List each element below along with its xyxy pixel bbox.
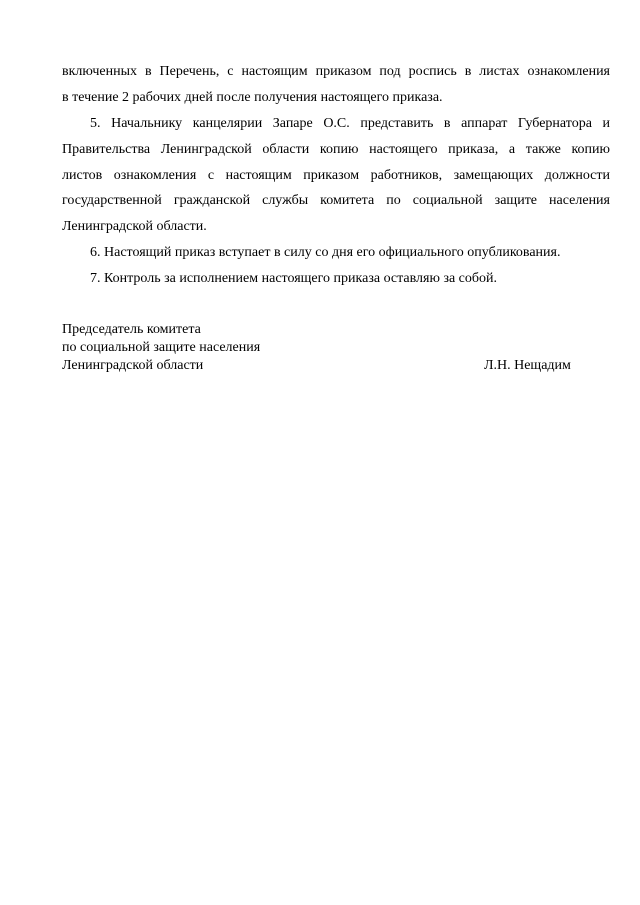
item-7-text: 7. Контроль за исполнением настоящего приказа оставляю за собой. xyxy=(90,271,498,286)
signatory-name: Л.Н. Нещадим xyxy=(484,358,571,373)
signature-title-line: по социальной защите населения xyxy=(62,340,261,355)
item-6-text: 6. Настоящий приказ вступает в силу со дня его официального опубликования. xyxy=(90,245,561,260)
paragraph-line: включенных в Перечень, с настоящим приказом под роспись в листах ознакомления xyxy=(62,64,610,79)
item-5-line: Правительства Ленинградской области копию настоящего приказа, а также копию xyxy=(62,142,610,157)
item-5-line: Ленинградской области. xyxy=(62,219,207,234)
item-5-line: 5. Начальнику канцелярии Запаре О.С. представить в аппарат Губернатора и xyxy=(90,116,610,131)
item-5-line: государственной гражданской службы комитета по социальной защите населения xyxy=(62,193,610,208)
paragraph-line: в течение 2 рабочих дней после получения настоящего приказа. xyxy=(62,90,443,105)
signature-title-line: Ленинградской области xyxy=(62,358,204,373)
item-5-line: листов ознакомления с настоящим приказом работников, замещающих должности xyxy=(62,168,610,183)
signature-title-line: Председатель комитета xyxy=(62,322,201,337)
